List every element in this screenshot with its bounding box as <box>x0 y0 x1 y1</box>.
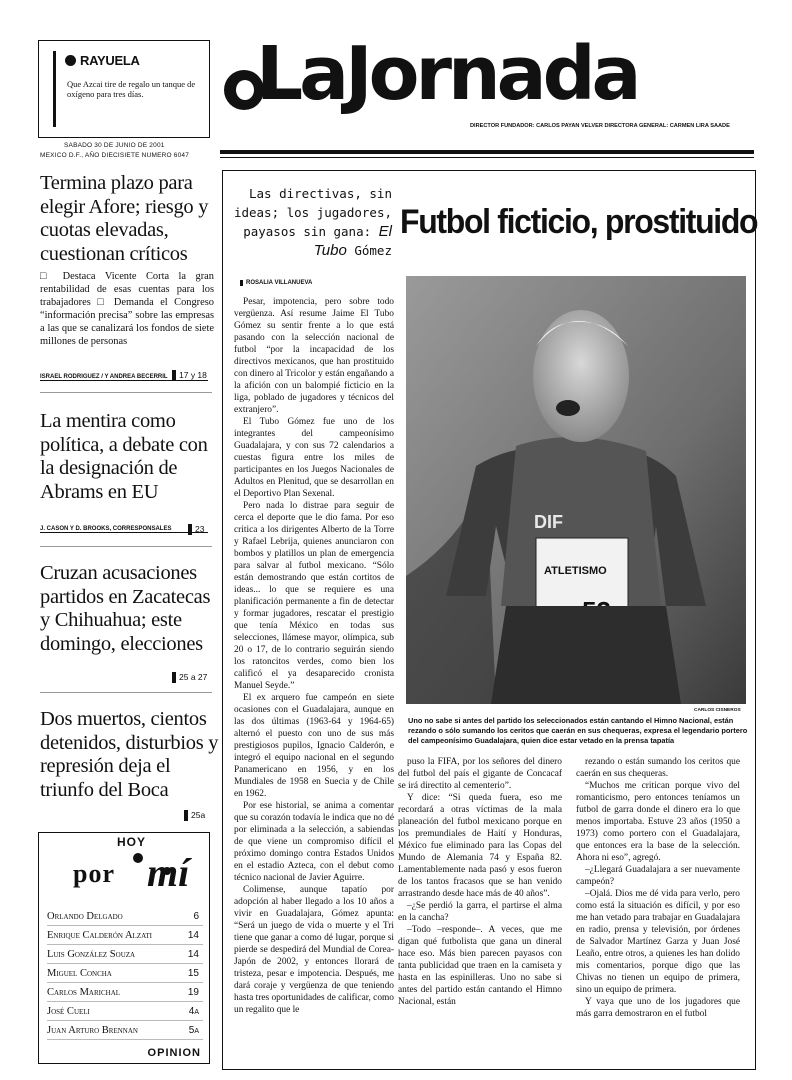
main-author: ROSALIA VILLANUEVA <box>240 280 312 286</box>
columnist-row[interactable] <box>47 985 203 1002</box>
columnist-name: Carlos Marichal <box>47 987 121 998</box>
masthead[interactable] <box>220 31 760 120</box>
story-3-pages[interactable]: 25 a 27 <box>172 672 207 683</box>
por-label: por <box>73 859 115 888</box>
story-3-headline[interactable]: Cruzan acusaciones partidos en Zacatecas y Chihuahua; este domingo, elecciones <box>40 562 211 655</box>
rayuela-logo: RAYUELA <box>65 53 140 68</box>
columnist-row[interactable] <box>47 1004 203 1021</box>
columnist-page: 6 <box>193 911 199 922</box>
body-column-3 <box>576 756 740 1020</box>
columnist-page: 4a <box>188 1006 199 1017</box>
story-1-byline: ISRAEL RODRIGUEZ / Y ANDREA BECERRIL <box>40 374 208 381</box>
story-2-pages[interactable]: 23 <box>188 524 204 535</box>
body-paragraph: Y vaya que uno de los jugadores que más garra demostraron en el futbol <box>576 997 740 1019</box>
columnist-row[interactable] <box>47 909 203 926</box>
columnist-row[interactable] <box>47 966 203 983</box>
masthead-rule-thin <box>220 157 754 158</box>
body-paragraph: Por ese historial, se anima a comentar que su corazón todavía le indica que no dé por eliminada a la selección, a sabiendas de que viene un compromiso difícil el próximo domingo contra Estados Unidos en el estadio Azteca, con el debut como técnico nacional de Javier Aguirre. <box>234 801 394 883</box>
columnist-page: 14 <box>187 930 199 941</box>
body-paragraph: rezando o están sumando los ceritos que caerán en sus chequeras. <box>576 757 740 779</box>
body-column-1 <box>234 296 394 1016</box>
main-headline[interactable]: Futbol ficticio, prostituido <box>400 203 758 241</box>
divider <box>40 546 212 547</box>
body-paragraph: –Ojalá. Dios me dé vida para verlo, pero como está la situación es difícil, y por eso me han vetado para trabajar en Guadalajara en radio, prensa y televisión, por órdenes de Salvador Martínez Garza y Juan José Leaño, entre otros, a quienes les han dolido mis comentarios, porque digo que las Chivas no tienen un equipo de primera, sino un equipo de primera. <box>576 889 740 995</box>
columnist-name: Juan Arturo Brennan <box>47 1025 138 1036</box>
columnist-row[interactable] <box>47 928 203 945</box>
rayuela-dot-icon <box>65 55 76 66</box>
story-4-pages[interactable]: 25a <box>184 810 205 821</box>
body-paragraph: El ex arquero fue campeón en siete ocasiones con el Guadalajara, aunque en las dos últimas (1963-64 y 1964-65) alternó el puesto con uno de sus más prestigiosos pupilos, Ignacio Calderón, e integró el equipo nacional en el segundo Panamericano en 1956, y en los Mundiales de 1958 en Suecia y de Chile en 1962. <box>234 693 394 799</box>
photo-credit: CARLOS CISNEROS <box>694 708 741 713</box>
story-2-headline[interactable]: La mentira como política, a debate con la designación de Abrams en EU <box>40 410 208 503</box>
dateline-date: SABADO 30 DE JUNIO DE 2001 <box>64 142 165 149</box>
shirt-text: DIF <box>534 512 563 532</box>
dot-icon <box>133 853 143 863</box>
columnist-page: 15 <box>187 968 199 979</box>
rayuela-text: Que Azcai tire de regalo un tanque de oxígeno para tres días. <box>67 79 196 99</box>
runner-photo[interactable] <box>406 276 746 704</box>
masthead-title: LaJornada <box>256 31 638 117</box>
body-paragraph: Colimense, aunque tapatío por adopción al haber llegado a los 10 años a vivir en Guadalajara, Gómez apunta: “Será un juego de vida o muerte y el Tri tiene que ganar a como dé lugar, porque si pierde se despedirá del Mundial de Corea-Japón de 2002, y entonces llorará de tristeza, pesar e impotencia. Después, me dará coraje y vergüenza de que teniendo hasta tres oportunidades de calificar, como un regalito que le <box>234 885 394 1015</box>
masthead-rule <box>220 150 754 154</box>
hoy-por-mi-box <box>38 832 210 1064</box>
body-paragraph: Y dice: “Si queda fuera, eso me recordará a otras víctimas de la mala planeación del futbol mexicano porque en los premundiales de Haití y Honduras, México fue eliminado para las Copas del Mundo de Alemania 74 y España 82. Lamentablemente nada pasó y esos fueron de los tantos fracasos que se han venido arrastrando desde hace más de 40 años”. <box>398 793 562 899</box>
columnist-page: 14 <box>187 949 199 960</box>
story-1-headline[interactable]: Termina plazo para elegir Afore; riesgo y cuotas elevadas, cuestionan críticos <box>40 172 209 265</box>
story-1-summary: □ Destaca Vicente Corta la gran rentabilidad de esas cuentas para los trabajadores □ Demanda el Congreso “información precisa” sobre las empresas a las que se canalizará los fondos de siete millones de personas <box>40 271 214 348</box>
body-column-2 <box>398 756 562 1008</box>
bib-text: ATLETISMO <box>544 565 607 577</box>
story-2-byline: J. CASON Y D. BROOKS, CORRESPONSALES <box>40 526 208 533</box>
story-4-headline[interactable]: Dos muertos, cientos detenidos, disturbios y represión deja el triunfo del Boca <box>40 708 219 801</box>
columnist-name: Miguel Concha <box>47 968 112 979</box>
runner-head <box>533 310 629 442</box>
opinion-label: OPINION <box>147 1047 201 1059</box>
columnist-row[interactable] <box>47 947 203 964</box>
kicker-text: Las directivas, sin ideas; los jugadores, payasos sin gana: <box>233 186 392 239</box>
columnist-page: 19 <box>187 987 199 998</box>
columnist-row[interactable] <box>47 1023 203 1040</box>
body-paragraph: El Tubo Gómez fue uno de los integrantes del campeonísimo Guadalajara, y con sus 72 calendarios a cuestas figura entre los miles de participantes en los Juegos Nacionales de Adultos en Plenitud, que se desarrollan en el Deportivo Plan Sexenal. <box>234 417 394 499</box>
body-paragraph: –¿Llegará Guadalajara a ser nuevamente campeón? <box>576 865 740 887</box>
body-paragraph: “Muchos me critican porque vivo del romanticismo, pero entonces teníamos un futbol de garra donde el dinero era lo que menos importaba. Estuve 23 años (1950 a 1973) como portero con el Guadalajara, que entonces era la base de la selección. Ahora ni eso”, agregó. <box>576 781 740 863</box>
dateline-edition: MEXICO D.F., AÑO DIECISIETE NUMERO 6047 <box>40 152 190 159</box>
columnist-name: Enrique Calderón Alzati <box>47 930 152 941</box>
columnist-name: José Cueli <box>47 1006 90 1017</box>
body-paragraph: –¿Se perdió la garra, el partirse el alma en la cancha? <box>398 901 562 923</box>
body-paragraph: puso la FIFA, por los señores del dinero del futbol del país el gigante de Concacaf se irá directito al cementerio”. <box>398 757 562 791</box>
photo-caption: Uno no sabe si antes del partido los seleccionados están cantando el Himno Nacional, están rezando o sólo sumando los ceritos que caerán en sus chequeras, expresa el legendario portero del campeonísimo Guadalajara, quien dice estar vetado en la prensa tapatía <box>408 716 748 745</box>
columnist-page: 5a <box>188 1025 199 1036</box>
divider <box>40 692 212 693</box>
story-1-pages[interactable]: 17 y 18 <box>172 370 207 381</box>
kicker-name: El Tubo <box>313 223 392 259</box>
main-kicker <box>228 184 392 260</box>
runner-shorts <box>491 606 681 704</box>
body-paragraph: Pesar, impotencia, pero sobre todo vergüenza. Así resume Jaime El Tubo Gómez su sentir frente a lo que está pasando con la selección nacional de futbol “por la incapacidad de los directivos mexicanos, que han prostituido con dinero al Tricolor y están engañando a la afición con un balompié ficticio en la liga, poblado de jugadores y técnicos del extranjero”. <box>234 297 394 415</box>
body-paragraph: Pero nada lo distrae para seguir de cerca el deporte que le dio fama. Por eso critica a los dirigentes Alberto de la Torre y Rafael Lebrija, quienes anunciaron con bombos y platillos un plan de emergencia para salvar al futbol mexicano. “Sólo están demostrando que están cortitos de ideas... lo que se requiere es una planificación permanente a fin de detectar y formar jugadores, rescatar el prestigio que tenía México en todas sus selecciones, llámese mayor, olímpica, sub 20 o 17, de lo contrario seguirán siendo los ratoncitos verdes, como bien los calificó el ya desaparecido cronista Manuel Seyde.” <box>234 501 394 691</box>
columnist-name: Orlando Delgado <box>47 911 123 922</box>
masthead-credits: DIRECTOR FUNDADOR: CARLOS PAYAN VELVER DIRECTORA GENERAL: CARMEN LIRA SAADE <box>470 123 730 129</box>
divider <box>40 392 212 393</box>
columnist-name: Luis González Souza <box>47 949 136 960</box>
hoy-label: HOY <box>117 835 147 849</box>
rayuela-bar <box>53 51 56 127</box>
mi-label: mí <box>147 850 190 895</box>
body-paragraph: –Todo –responde–. A veces, que me digan qué futbolista que gana un dineral hace eso. Más bien parecen payasos con tanta publicidad que traen en la camiseta y hasta en las espinilleras. Uno no sabe si antes del partido están cantando el Himno Nacional, están <box>398 925 562 1007</box>
rayuela-box <box>38 40 210 138</box>
kicker-surname: Gómez <box>354 243 392 258</box>
